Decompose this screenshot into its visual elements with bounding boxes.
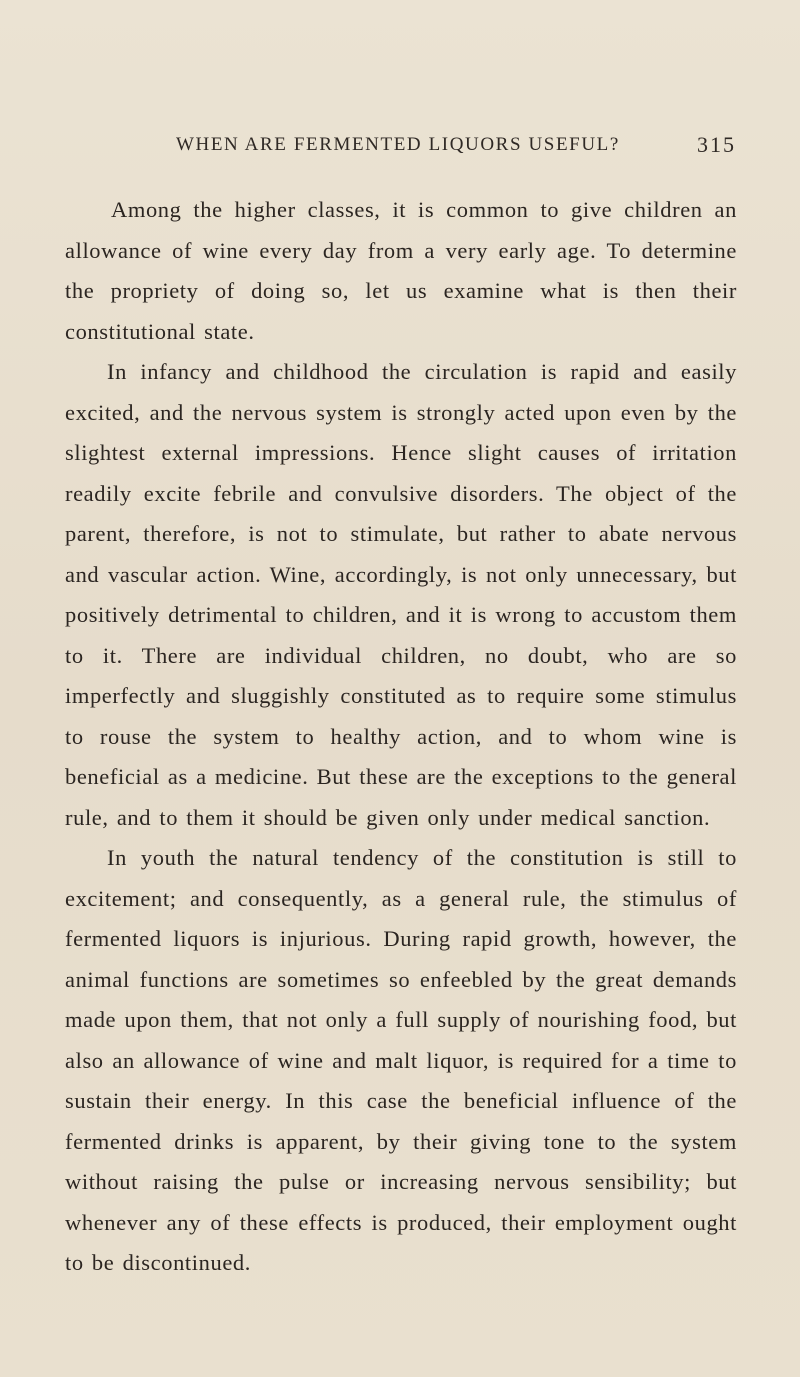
body-text: [65, 190, 737, 1284]
paragraph-2: In infancy and childhood the circulation is rapid and easily excited, and the nervous system is strongly acted upon even by the slightest external impressions. Hence slight causes of irritation readily excite febrile and convulsive disorders. The object of the parent, therefore, is not to stimulate, but rather to abate nervous and vascular action. Wine, accordingly, is not only unnecessary, but positively detrimental to children, and it is wrong to accustom them to it. There are individual children, no doubt, who are so imperfectly and sluggishly constituted as to require some stimulus to rouse the system to healthy action, and to whom wine is beneficial as a medicine. But these are the exceptions to the general rule, and to them it should be given only under medical sanction.: [65, 359, 737, 830]
page-number: 315: [697, 132, 736, 157]
paragraph-3: In youth the natural tendency of the constitution is still to excitement; and consequently, as a general rule, the stimulus of fermented liquors is injurious. During rapid growth, however, the animal functions are sometimes so enfeebled by the great demands made upon them, that not only a full supply of nourishing food, but also an allowance of wine and malt liquor, is required for a time to sustain their energy. In this case the beneficial influence of the fermented drinks is apparent, by their giving tone to the system without raising the pulse or increasing nervous sensibility; but whenever any of these effects is produced, their employment ought to be discontinued.: [65, 845, 737, 1275]
running-title: WHEN ARE FERMENTED LIQUORS USEFUL?: [176, 134, 620, 155]
running-head: [176, 134, 736, 166]
paragraph-1: Among the higher classes, it is common to give children an allowance of wine every day from a very early age. To determine the propriety of doing so, let us examine what is then their constitutional state.: [65, 197, 737, 344]
